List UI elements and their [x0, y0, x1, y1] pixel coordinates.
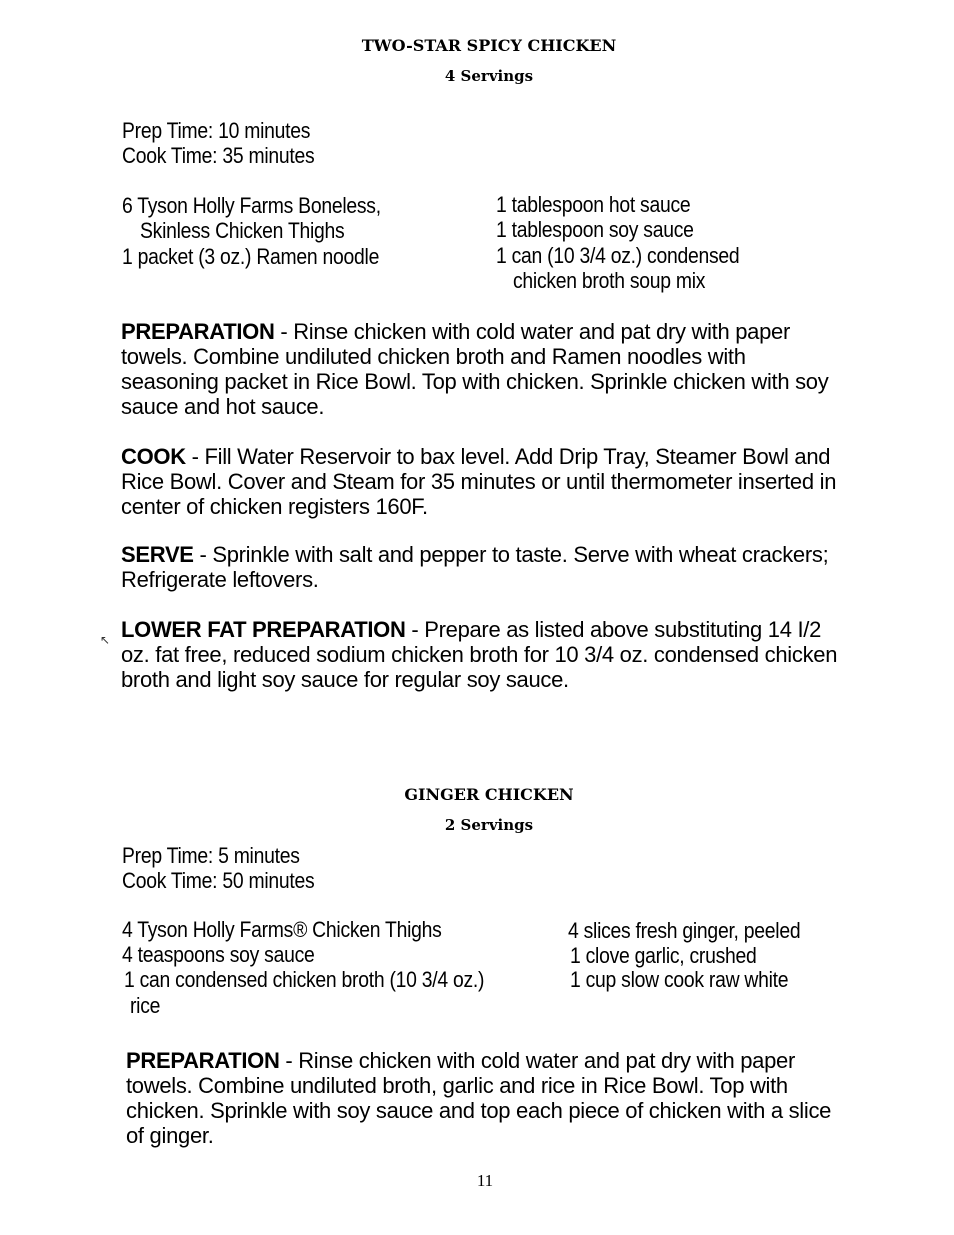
ingredient-right: 1 can (10 3/4 oz.) condensed	[496, 243, 740, 268]
preparation-paragraph	[121, 319, 847, 419]
serve-paragraph	[121, 542, 847, 592]
margin-mark-icon: ↖	[100, 633, 111, 647]
lower-fat-label: LOWER FAT PREPARATION	[121, 617, 406, 642]
prep-time: Prep Time: 10 minutes	[122, 118, 311, 143]
ingredient-left: 4 Tyson Holly Farms® Chicken Thighs	[122, 917, 442, 942]
recipe-servings: 2 Servings	[444, 816, 534, 834]
cook-label: COOK	[121, 444, 186, 469]
preparation-paragraph	[126, 1048, 844, 1148]
preparation-label: PREPARATION	[121, 319, 275, 344]
cook-time: Cook Time: 50 minutes	[122, 868, 315, 893]
preparation-text: - Rinse chicken with cold water and pat dry with paper towels. Combine undiluted broth, garlic and rice in Rice Bowl. Top with chicken. Sprinkle with soy sauce and top each piece of chicken with a slice of ginger.	[126, 1048, 832, 1148]
lower-fat-text: - Prepare as listed above substituting 14 I/2 oz. fat free, reduced sodium chicken broth for 10 3/4 oz. condensed chicken broth and light soy sauce for regular soy sauce.	[121, 617, 838, 692]
ingredient-left: 1 can condensed chicken broth (10 3/4 oz.)	[124, 967, 485, 992]
ingredient-right: rice	[130, 993, 161, 1018]
ingredient-right: 4 slices fresh ginger, peeled	[568, 918, 801, 943]
cook-time: Cook Time: 35 minutes	[122, 143, 315, 168]
ingredient-left: 1 packet (3 oz.) Ramen noodle	[122, 244, 380, 269]
recipe-servings: 4 Servings	[444, 67, 534, 85]
lower-fat-paragraph	[121, 617, 847, 692]
ingredient-right: 1 tablespoon soy sauce	[496, 217, 694, 242]
preparation-label: PREPARATION	[126, 1048, 280, 1073]
page-number: 11	[476, 1171, 494, 1190]
recipe-title: GINGER CHICKEN	[404, 785, 574, 804]
preparation-text: - Rinse chicken with cold water and pat dry with paper towels. Combine undiluted chicken broth and Ramen noodles with seasoning packet in Rice Bowl. Top with chicken. Sprinkle chicken with soy sauce and hot sauce.	[121, 319, 829, 419]
prep-time: Prep Time: 5 minutes	[122, 843, 300, 868]
cook-text: - Fill Water Reservoir to bax level. Add Drip Tray, Steamer Bowl and Rice Bowl. Cover and Steam for 35 minutes or until thermometer inserted in center of chicken registers 160F.	[121, 444, 837, 519]
recipe-title: TWO-STAR SPICY CHICKEN	[361, 36, 617, 55]
ingredient-left: 4 teaspoons soy sauce	[122, 942, 315, 967]
ingredient-right: chicken broth soup mix	[513, 268, 706, 293]
ingredient-left: Skinless Chicken Thighs	[140, 218, 345, 243]
cook-paragraph	[121, 444, 847, 519]
serve-label: SERVE	[121, 542, 194, 567]
ingredient-right: 1 clove garlic, crushed	[570, 943, 757, 968]
ingredient-right: 1 tablespoon hot sauce	[496, 192, 691, 217]
ingredient-right: 1 cup slow cook raw white	[570, 967, 789, 992]
serve-text: - Sprinkle with salt and pepper to taste. Serve with wheat crackers; Refrigerate leftovers.	[121, 542, 829, 592]
ingredient-left: 6 Tyson Holly Farms Boneless,	[122, 193, 381, 218]
